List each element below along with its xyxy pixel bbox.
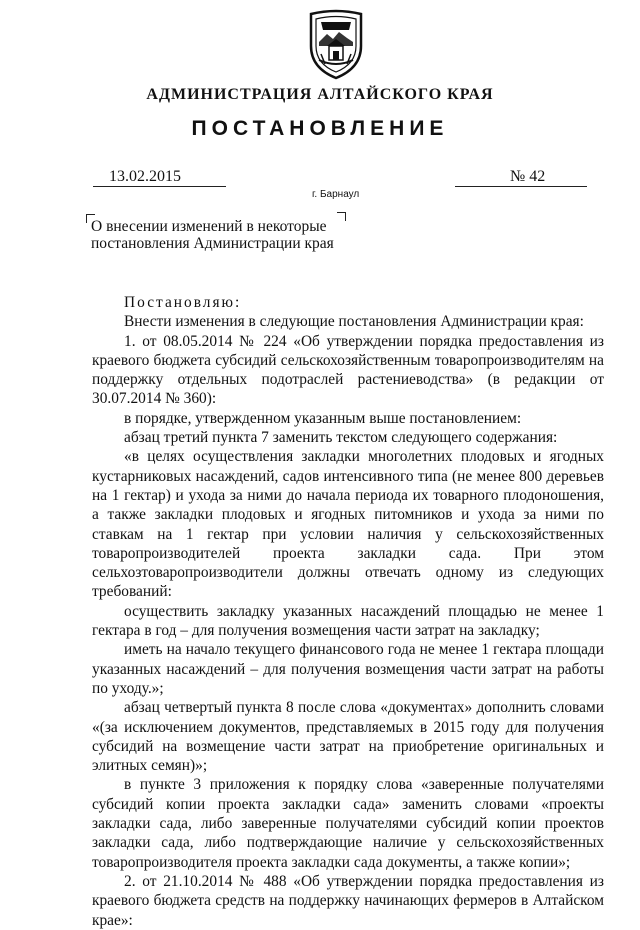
document-subject: О внесении изменений в некоторые постановления Администрации края <box>91 218 334 252</box>
body-paragraph: «в целях осуществления закладки многолетних плодовых и ягодных кустарниковых насаждений, садов интенсивного типа (не менее 800 деревьев на 1 гектар) и ухода за ними до начала периода их товарного плодоношения, а также закладки плодовых и ягодных питомников и ухода за ними по ставкам на 1 гектар при условии наличия у сельскохозяйственных товаропроизводителей проекта закладки сада. При этом сельхозтоваропроизводители должны отвечать одному из следующих требований: <box>92 448 604 601</box>
city-name: г. Барнаул <box>312 189 360 200</box>
decree-word: Постановляю: <box>124 294 242 311</box>
body-paragraph: абзац четвертый пункта 8 после слова «документах» дополнить словами «(за исключением документов, представляемых в 2015 году для получения субсидий на возмещение части затрат на приобретение оригинальных и элитных семян)»; <box>92 699 604 775</box>
body-paragraph: осуществить закладку указанных насаждений площадью не менее 1 гектара в год – для получения возмещения части затрат на закладку; <box>92 602 604 640</box>
document-type-title: ПОСТАНОВЛЕНИЕ <box>191 117 449 140</box>
organization-name: АДМИНИСТРАЦИЯ АЛТАЙСКОГО КРАЯ <box>146 86 494 103</box>
altai-krai-coat-of-arms-icon <box>305 8 367 80</box>
body-paragraph: в пункте 3 приложения к порядку слова «заверенные получателями субсидий копии проекта закладки сада» заменить словами «проекты закладки сада, либо заверенные получателями субсидий копии проектов закладки сада, либо подтверждающие наличие у сельскохозяйственных товаропроизводителя проекта закладки сада документы, а также копии»; <box>92 776 604 871</box>
body-paragraph: Внести изменения в следующие постановления Администрации края: <box>124 313 584 331</box>
document-date: 13.02.2015 <box>109 168 181 185</box>
body-paragraph: 1. от 08.05.2014 № 224 «Об утверждении порядка предоставления из краевого бюджета субсидий сельскохозяйственным товаропроизводителям на поддержку отдельных подотраслей растениеводства» (в редакции от 30.07.2014 № 360): <box>92 332 604 408</box>
document-number: № 42 <box>510 168 546 185</box>
body-paragraph: в порядке, утвержденном указанным выше постановлением: <box>124 409 522 427</box>
body-paragraph: абзац третий пункта 7 заменить текстом следующего содержания: <box>124 429 558 447</box>
date-underline <box>93 186 226 187</box>
document-body <box>92 293 604 930</box>
body-paragraph: иметь на начало текущего финансового года не менее 1 гектара площади указанных насаждений – для получения возмещения части затрат на работы по уходу.»; <box>92 641 604 697</box>
body-paragraph: 2. от 21.10.2014 № 488 «Об утверждении порядка предоставления из краевого бюджета средств на поддержку начинающих фермеров в Алтайском крае»: <box>92 872 604 929</box>
coat-of-arms-emblem <box>305 8 367 80</box>
number-underline <box>455 186 587 187</box>
